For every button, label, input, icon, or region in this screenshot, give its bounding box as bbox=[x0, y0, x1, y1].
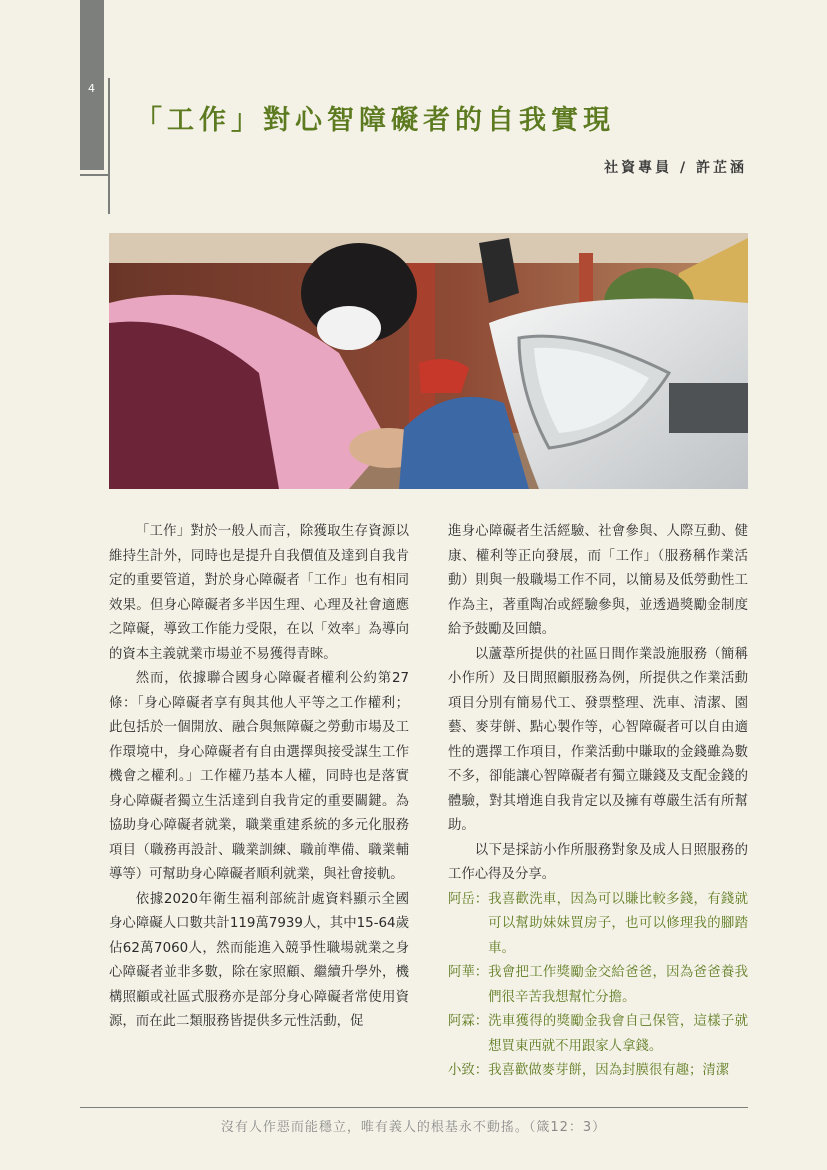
header-rule-vertical bbox=[108, 78, 110, 214]
article-column-left bbox=[109, 520, 409, 1035]
quote-speaker: 阿華： bbox=[448, 965, 489, 980]
quote-text: 我喜歡做麥芽餅，因為封膜很有趣；清潔 bbox=[488, 1063, 730, 1078]
interview-quote bbox=[448, 888, 748, 962]
article-photo bbox=[109, 233, 748, 489]
quote-text: 我會把工作獎勵金交給爸爸，因為爸爸養我們很辛苦我想幫忙分擔。 bbox=[488, 965, 748, 1005]
paragraph: 以下是採訪小作所服務對象及成人日照服務的工作心得及分享。 bbox=[448, 842, 748, 882]
paragraph-continued: 進身心障礙者生活經驗、社會參與、人際互動、健康、權利等正向發展，而「工作」（服務稱作業活動）則與一般職場工作不同，以簡易及低勞動性工作為主，著重陶冶或經驗參與，並透過獎勵金制度給予鼓勵及回饋。 bbox=[448, 524, 748, 637]
paragraph: 然而，依據聯合國身心障礙者權利公約第27條：「身心障礙者享有與其他人平等之工作權利；此包括於一個開放、融合與無障礙之勞動市場及工作環境中，身心障礙者有自由選擇與接受謀生工作機會之權利。」工作權乃基本人權，同時也是落實身心障礙者獨立生活達到自我肯定的重要關鍵。為協助身心障礙者就業，職業重建系統的多元化服務項目（職務再設計、職業訓練、職前準備、職業輔導等）可幫助身心障礙者順利就業，與社會接軌。 bbox=[109, 671, 409, 882]
interview-quote bbox=[448, 1059, 748, 1084]
header-rule-horizontal bbox=[80, 174, 108, 176]
footer-verse: 沒有人作惡而能穩立，唯有義人的根基永不動搖。（箴12：3） bbox=[220, 1120, 607, 1135]
interview-quote bbox=[448, 1010, 748, 1059]
article-author: 社資專員 / 許芷涵 bbox=[604, 160, 747, 176]
footer-rule bbox=[80, 1107, 748, 1108]
article-column-right bbox=[448, 520, 748, 1084]
paragraph: 以蘆葦所提供的社區日間作業設施服務（簡稱小作所）及日間照顧服務為例，所提供之作業活動項目分別有簡易代工、發票整理、洗車、清潔、園藝、麥芽餅、點心製作等，心智障礙者可以自由適性的選擇工作項目，作業活動中賺取的金錢雖為數不多，卻能讓心智障礙者有獨立賺錢及支配金錢的體驗，對其增進自我肯定以及擁有尊嚴生活有所幫助。 bbox=[448, 646, 748, 833]
quote-text: 我喜歡洗車，因為可以賺比較多錢，有錢就可以幫助妹妹買房子，也可以修理我的腳踏車。 bbox=[488, 891, 748, 956]
paragraph: 「工作」對於一般人而言，除獲取生存資源以維持生計外，同時也是提升自我價值及達到自我肯定的重要管道，對於身心障礙者「工作」也有相同效果。但身心障礙者多半因生理、心理及社會適應之障礙，導致工作能力受限，在以「效率」為導向的資本主義就業市場並不易獲得青睞。 bbox=[109, 524, 409, 662]
quote-text: 洗車獲得的獎勵金我會自己保管，這樣子就想買東西就不用跟家人拿錢。 bbox=[488, 1014, 748, 1054]
paragraph: 依據2020年衛生福利部統計處資料顯示全國身心障礙人口數共計119萬7939人，其中15-64歲佔62萬7060人，然而能進入競爭性職場就業之身心障礙者並非多數，除在家照顧、繼續升學外，機構照顧或社區式服務亦是部分身心障礙者常使用資源，而在此二類服務皆提供多元性活動，促 bbox=[109, 891, 409, 1029]
article-title: 「工作」對心智障礙者的自我實現 bbox=[135, 105, 615, 136]
quote-speaker: 小致： bbox=[448, 1063, 489, 1078]
page-number: 4 bbox=[88, 82, 95, 95]
quote-speaker: 阿霖： bbox=[448, 1014, 489, 1029]
quote-speaker: 阿岳： bbox=[448, 891, 489, 907]
interview-quote bbox=[448, 961, 748, 1010]
